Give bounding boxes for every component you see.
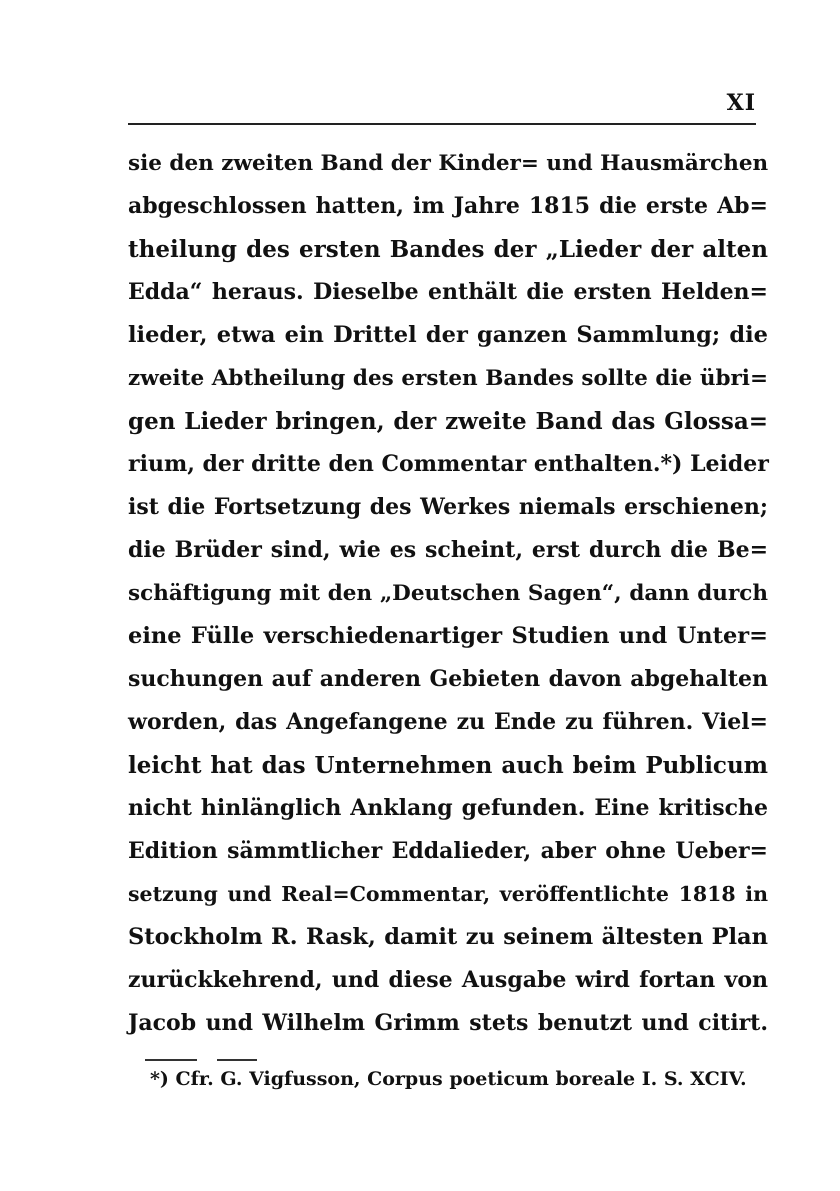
text-line: worden, das Angefangene zu Ende zu führen. Viel=	[128, 709, 768, 735]
text-line: ist die Fortsetzung des Werkes niemals erschienen;	[128, 494, 768, 520]
text-line: die Brüder sind, wie es scheint, erst durch die Be=	[128, 537, 768, 563]
text-line: lieder, etwa ein Drittel der ganzen Sammlung; die	[128, 322, 768, 348]
text-line: Jacob und Wilhelm Grimm stets benutzt und citirt.	[128, 1010, 768, 1036]
footnote-rule	[145, 1059, 257, 1061]
text-line: nicht hinlänglich Anklang gefunden. Eine kritische	[128, 795, 768, 821]
page-number: XI	[726, 90, 756, 116]
text-line: zweite Abtheilung des ersten Bandes sollte die übri=	[128, 366, 768, 391]
text-line: schäftigung mit den „Deutschen Sagen“, dann durch	[128, 581, 768, 606]
body-text	[128, 142, 768, 1045]
text-line: theilung des ersten Bandes der „Lieder der alten	[128, 236, 768, 263]
text-line: gen Lieder bringen, der zweite Band das Glossa=	[128, 408, 768, 435]
text-line: setzung und Real=Commentar, veröffentlichte 1818 in	[128, 882, 768, 906]
footnote: *) Cfr. G. Vigfusson, Corpus poeticum boreale I. S. XCIV.	[150, 1068, 747, 1090]
text-line: Edda“ heraus. Dieselbe enthält die ersten Helden=	[128, 279, 768, 305]
text-line: abgeschlossen hatten, im Jahre 1815 die erste Ab=	[128, 193, 768, 219]
text-line: rium, der dritte den Commentar enthalten.*) Leider	[128, 451, 769, 477]
text-line: suchungen auf anderen Gebieten davon abgehalten	[128, 666, 768, 692]
text-line: Edition sämmtlicher Eddalieder, aber ohne Ueber=	[128, 838, 768, 864]
text-line: eine Fülle verschiedenartiger Studien und Unter=	[128, 623, 768, 649]
text-line: Stockholm R. Rask, damit zu seinem ältesten Plan	[128, 924, 768, 950]
text-line: zurückkehrend, und diese Ausgabe wird fortan von	[128, 967, 768, 993]
text-line: leicht hat das Unternehmen auch beim Publicum	[128, 752, 768, 779]
text-line: sie den zweiten Band der Kinder= und Hausmärchen	[128, 151, 769, 176]
header-rule	[128, 123, 756, 125]
